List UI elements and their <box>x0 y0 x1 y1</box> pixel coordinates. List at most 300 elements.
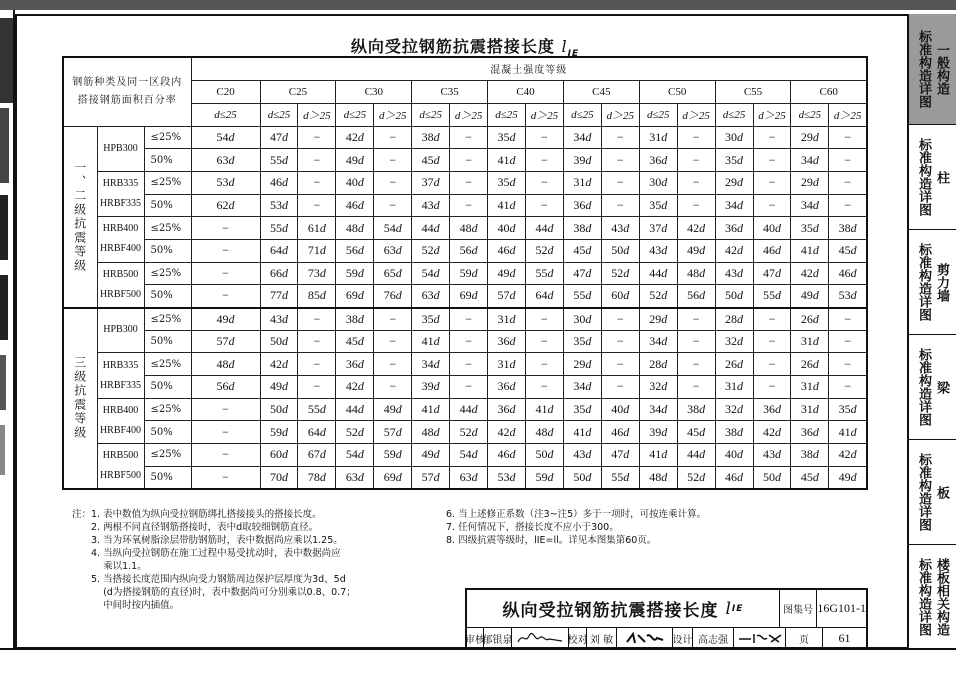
sidebar-tab-label: 楼板相关构造 <box>934 557 949 636</box>
title-symbol: l <box>561 37 568 56</box>
lap-length-cell: 36d <box>563 194 601 217</box>
steel-type: HRB335 HRBF335 <box>97 353 144 398</box>
lap-length-cell: 52d <box>677 466 715 489</box>
lap-length-cell: 59d <box>450 262 488 285</box>
diameter-header: d＞25 <box>374 103 412 126</box>
lap-length-cell: 49d <box>191 308 260 331</box>
lap-length-cell: 56d <box>450 239 488 262</box>
lap-length-cell: − <box>374 376 412 399</box>
lap-length-cell: − <box>829 171 867 194</box>
lap-length-cell: 30d <box>563 308 601 331</box>
lap-length-cell: − <box>374 330 412 353</box>
lap-length-cell: 28d <box>639 353 677 376</box>
lap-length-cell: − <box>298 194 336 217</box>
diameter-header: d≤25 <box>639 103 677 126</box>
lap-length-cell: 64d <box>525 285 563 308</box>
area-percentage: 50% <box>144 194 191 217</box>
note-line: 7. 任何情况下，搭接长度不应小于300。 <box>446 522 619 533</box>
area-percentage: ≤25% <box>144 398 191 421</box>
lap-length-cell: − <box>829 353 867 376</box>
lap-length-cell: − <box>677 149 715 172</box>
lap-length-cell: 35d <box>488 171 526 194</box>
atlas-number: 16G101-1 <box>817 601 866 615</box>
lap-length-cell: 46d <box>753 239 791 262</box>
note-line: 8. 四级抗震等级时，lIE=ll。详见本图集第60页。 <box>446 535 657 546</box>
lap-length-cell: 69d <box>374 466 412 489</box>
lap-length-cell: 63d <box>336 466 374 489</box>
lap-length-cell: − <box>601 126 639 149</box>
sidebar-tab-category: 标准构造详图 <box>916 557 931 636</box>
corner-label-1: 钢筋种类及同一区段内 <box>72 76 183 88</box>
lap-length-cell: 65d <box>374 262 412 285</box>
lap-length-cell: 39d <box>412 376 450 399</box>
designer-name: 高志强 <box>693 628 734 648</box>
lap-length-cell: − <box>829 126 867 149</box>
lap-length-cell: 34d <box>791 194 829 217</box>
lap-length-cell: − <box>753 308 791 331</box>
sidebar-tab-3[interactable] <box>909 335 956 440</box>
lap-length-cell: 63d <box>191 149 260 172</box>
lap-length-cell: 56d <box>677 285 715 308</box>
lap-length-cell: 85d <box>298 285 336 308</box>
grade-header: C55 <box>715 80 791 103</box>
grade-header: C60 <box>791 80 867 103</box>
lap-length-cell: 31d <box>791 376 829 399</box>
lap-length-cell: 55d <box>260 149 298 172</box>
lap-length-cell: 54d <box>450 444 488 467</box>
lap-length-cell: 46d <box>829 262 867 285</box>
note-line: 6. 当上述修正系数（注3~注5）多于一项时，可按连乘计算。 <box>446 509 707 520</box>
area-percentage: ≤25% <box>144 308 191 331</box>
lap-length-cell: 47d <box>601 444 639 467</box>
title-block-title-text: 纵向受拉钢筋抗震搭接长度 <box>502 601 719 621</box>
steel-type: HPB300 <box>97 126 144 171</box>
lap-length-cell: 31d <box>488 353 526 376</box>
lap-length-cell: 43d <box>412 194 450 217</box>
lap-length-cell: − <box>191 262 260 285</box>
lap-length-cell: 54d <box>191 126 260 149</box>
diameter-header: d≤25 <box>260 103 298 126</box>
lap-length-cell: 42d <box>336 376 374 399</box>
lap-length-cell: 47d <box>563 262 601 285</box>
lap-length-cell: − <box>601 194 639 217</box>
lap-length-cell: 29d <box>791 171 829 194</box>
lap-length-cell: 55d <box>563 285 601 308</box>
lap-length-cell: 29d <box>639 308 677 331</box>
lap-length-cell: 34d <box>563 376 601 399</box>
note-line: (d为搭接钢筋的直径)时，表中数据尚可分别乘以0.8、0.7； <box>91 587 356 598</box>
lap-length-cell: − <box>191 421 260 444</box>
lap-length-cell: 50d <box>601 239 639 262</box>
corner-label-2: 搭接钢筋面积百分率 <box>77 94 177 106</box>
steel-type: HRB335 HRBF335 <box>97 171 144 216</box>
lap-length-cell: − <box>525 308 563 331</box>
lap-length-cell: 34d <box>563 126 601 149</box>
lap-length-cell: 64d <box>298 421 336 444</box>
lap-length-cell: 30d <box>715 126 753 149</box>
sidebar-tab-label: 板 <box>934 485 949 499</box>
lap-length-cell: 47d <box>260 126 298 149</box>
table-row <box>63 421 867 444</box>
lap-length-cell: − <box>677 126 715 149</box>
lap-length-cell: 44d <box>677 444 715 467</box>
lap-length-cell: − <box>829 330 867 353</box>
lap-length-cell: 69d <box>450 285 488 308</box>
sidebar-tab-0[interactable] <box>909 14 956 125</box>
table-row <box>63 444 867 467</box>
diameter-header: d≤25 <box>412 103 450 126</box>
lap-length-cell: 41d <box>488 149 526 172</box>
lap-length-cell: 48d <box>525 421 563 444</box>
lap-length-cell: − <box>298 376 336 399</box>
lap-length-cell: 60d <box>260 444 298 467</box>
seismic-grade-label: 三级抗震等级 <box>63 308 97 490</box>
lap-length-cell: 59d <box>525 466 563 489</box>
header-row <box>63 57 867 80</box>
lap-length-cell: 52d <box>601 262 639 285</box>
area-percentage: 50% <box>144 285 191 308</box>
lap-length-cell: − <box>525 149 563 172</box>
diameter-header: d＞25 <box>298 103 336 126</box>
lap-length-cell: − <box>601 171 639 194</box>
lap-length-cell: 52d <box>639 285 677 308</box>
lap-length-cell: − <box>525 376 563 399</box>
lap-length-cell: − <box>829 308 867 331</box>
lap-length-cell: − <box>191 239 260 262</box>
lap-length-cell: 31d <box>791 330 829 353</box>
lap-length-cell: 52d <box>412 239 450 262</box>
grade-header: C20 <box>191 80 260 103</box>
sidebar-tab-5[interactable] <box>909 545 956 649</box>
lap-length-cell: 45d <box>412 149 450 172</box>
lap-length-cell: 35d <box>791 217 829 240</box>
grade-header: C25 <box>260 80 336 103</box>
lap-length-cell: 42d <box>791 262 829 285</box>
reviewer-name: 郁银泉 <box>484 628 512 648</box>
lap-length-cell: 44d <box>525 217 563 240</box>
diameter-header: d≤25 <box>563 103 601 126</box>
lap-length-cell: 77d <box>260 285 298 308</box>
lap-length-cell: 42d <box>753 421 791 444</box>
lap-length-cell: 36d <box>488 330 526 353</box>
lap-length-cell: 29d <box>791 126 829 149</box>
lap-length-cell: − <box>450 353 488 376</box>
lap-length-cell: 35d <box>829 398 867 421</box>
lap-length-cell: 41d <box>829 421 867 444</box>
lap-length-cell: 43d <box>639 239 677 262</box>
lap-length-cell: 40d <box>336 171 374 194</box>
note-line: 4. 当纵向受拉钢筋在施工过程中易受扰动时，表中数据尚应 <box>91 548 341 559</box>
lap-length-cell: − <box>191 466 260 489</box>
lap-length-cell: − <box>525 126 563 149</box>
lap-length-cell: 62d <box>191 194 260 217</box>
area-percentage: 50% <box>144 149 191 172</box>
lap-length-cell: 44d <box>412 217 450 240</box>
lap-length-cell: − <box>374 149 412 172</box>
sidebar-tab-1[interactable] <box>909 125 956 230</box>
lap-length-cell: 32d <box>639 376 677 399</box>
lap-length-table <box>62 56 868 490</box>
review-label: 审核 <box>467 628 484 648</box>
lap-length-cell: 34d <box>639 330 677 353</box>
seismic-grade-label: 一、二级抗震等级 <box>63 126 97 308</box>
lap-length-cell: 35d <box>715 149 753 172</box>
atlas-label: 图集号 <box>780 590 817 627</box>
lap-length-cell: 45d <box>563 239 601 262</box>
lap-length-cell: − <box>677 194 715 217</box>
lap-length-cell: 67d <box>298 444 336 467</box>
lap-length-cell: 48d <box>412 421 450 444</box>
checker-name: 刘 敏 <box>587 628 617 648</box>
area-percentage: 50% <box>144 376 191 399</box>
table-row <box>63 330 867 353</box>
diameter-header: d＞25 <box>525 103 563 126</box>
grade-header: C50 <box>639 80 715 103</box>
steel-type: HRB500 HRBF500 <box>97 444 144 489</box>
lap-length-cell: 50d <box>525 444 563 467</box>
lap-length-cell: 50d <box>715 285 753 308</box>
lap-length-cell: − <box>374 194 412 217</box>
lap-length-cell: − <box>753 330 791 353</box>
lap-length-cell: 46d <box>488 444 526 467</box>
lap-length-cell: 31d <box>639 126 677 149</box>
lap-length-cell: 43d <box>715 262 753 285</box>
lap-length-cell: − <box>450 171 488 194</box>
table-row <box>63 376 867 399</box>
lap-length-cell: − <box>450 194 488 217</box>
lap-length-cell: − <box>298 353 336 376</box>
area-percentage: 50% <box>144 239 191 262</box>
lap-length-cell: 36d <box>639 149 677 172</box>
lap-length-cell: 35d <box>412 308 450 331</box>
lap-length-cell: 57d <box>488 285 526 308</box>
diameter-header: d＞25 <box>601 103 639 126</box>
checker-signature <box>617 628 673 648</box>
area-percentage: 50% <box>144 466 191 489</box>
lap-length-cell: 36d <box>753 398 791 421</box>
lap-length-cell: − <box>829 194 867 217</box>
lap-length-cell: − <box>298 149 336 172</box>
lap-length-cell: 36d <box>488 398 526 421</box>
lap-length-cell: 32d <box>715 330 753 353</box>
title-block-symbol: l <box>725 598 732 619</box>
check-label: 校对 <box>569 628 587 648</box>
lap-length-cell: − <box>374 308 412 331</box>
lap-length-cell: 64d <box>260 239 298 262</box>
lap-length-cell: 45d <box>829 239 867 262</box>
lap-length-cell: 43d <box>563 444 601 467</box>
lap-length-cell: 49d <box>374 398 412 421</box>
grade-header: C35 <box>412 80 488 103</box>
lap-length-cell: 38d <box>412 126 450 149</box>
lap-length-cell: 48d <box>677 262 715 285</box>
lap-length-cell: 57d <box>412 466 450 489</box>
lap-length-cell: − <box>753 149 791 172</box>
sidebar-tab-label: 剪力墙 <box>934 262 949 302</box>
lap-length-cell: 38d <box>563 217 601 240</box>
area-percentage: ≤25% <box>144 217 191 240</box>
lap-length-cell: 40d <box>753 217 791 240</box>
lap-length-cell: 34d <box>715 194 753 217</box>
lap-length-cell: − <box>298 308 336 331</box>
notes-prefix: 注： <box>72 509 92 520</box>
table-row <box>63 171 867 194</box>
lap-length-cell: 59d <box>260 421 298 444</box>
table-row <box>63 194 867 217</box>
lap-length-cell: − <box>374 353 412 376</box>
lap-length-cell: 59d <box>374 444 412 467</box>
lap-length-cell: 35d <box>563 398 601 421</box>
lap-length-cell: 26d <box>791 353 829 376</box>
lap-length-cell: 49d <box>791 285 829 308</box>
lap-length-cell: 36d <box>791 421 829 444</box>
sidebar-tab-label: 一般构造 <box>934 43 949 95</box>
table-row <box>63 262 867 285</box>
bottom-border <box>0 648 956 650</box>
lap-length-cell: 61d <box>298 217 336 240</box>
grade-header: C30 <box>336 80 412 103</box>
lap-length-cell: 41d <box>488 194 526 217</box>
sidebar-tab-category: 标准构造详图 <box>916 453 931 531</box>
concrete-grade-header: 混凝土强度等级 <box>191 57 867 80</box>
lap-length-cell: 35d <box>639 194 677 217</box>
table-row <box>63 126 867 149</box>
grade-header: C40 <box>488 80 564 103</box>
lap-length-cell: 30d <box>639 171 677 194</box>
title-block-subscript: IE <box>731 603 744 614</box>
lap-length-cell: 29d <box>715 171 753 194</box>
lap-length-cell: 49d <box>260 376 298 399</box>
lap-length-cell: 31d <box>488 308 526 331</box>
lap-length-cell: 35d <box>488 126 526 149</box>
lap-length-cell: 54d <box>374 217 412 240</box>
lap-length-cell: 54d <box>412 262 450 285</box>
lap-length-cell: − <box>601 376 639 399</box>
lap-length-cell: − <box>374 171 412 194</box>
lap-length-cell: 41d <box>525 398 563 421</box>
lap-length-cell: 42d <box>488 421 526 444</box>
lap-length-cell: − <box>753 376 791 399</box>
lap-length-cell: 38d <box>829 217 867 240</box>
lap-length-cell: − <box>191 285 260 308</box>
top-bar <box>0 0 956 10</box>
lap-length-cell: 37d <box>412 171 450 194</box>
area-percentage: 50% <box>144 421 191 444</box>
lap-length-cell: 38d <box>677 398 715 421</box>
lap-length-cell: 38d <box>715 421 753 444</box>
lap-length-cell: 46d <box>715 466 753 489</box>
lap-length-cell: 26d <box>715 353 753 376</box>
lap-length-cell: − <box>450 308 488 331</box>
lap-length-cell: − <box>677 308 715 331</box>
lap-length-cell: 55d <box>525 262 563 285</box>
diameter-header: d＞25 <box>753 103 791 126</box>
lap-length-cell: 73d <box>298 262 336 285</box>
table-row <box>63 353 867 376</box>
lap-length-cell: 60d <box>601 285 639 308</box>
lap-length-cell: 66d <box>260 262 298 285</box>
area-percentage: ≤25% <box>144 353 191 376</box>
lap-length-cell: 36d <box>715 217 753 240</box>
lap-length-cell: 38d <box>791 444 829 467</box>
lap-length-cell: 28d <box>715 308 753 331</box>
area-percentage: ≤25% <box>144 444 191 467</box>
lap-length-cell: 63d <box>412 285 450 308</box>
lap-length-cell: 45d <box>336 330 374 353</box>
lap-length-cell: 38d <box>336 308 374 331</box>
sidebar-tab-4[interactable] <box>909 440 956 545</box>
sidebar-tab-2[interactable] <box>909 230 956 335</box>
diameter-header: d≤25 <box>715 103 753 126</box>
lap-length-cell: 71d <box>298 239 336 262</box>
lap-length-cell: 47d <box>753 262 791 285</box>
page-label: 页 <box>786 628 823 648</box>
left-edge-tabs <box>0 10 15 648</box>
lap-length-cell: 41d <box>412 398 450 421</box>
lap-length-cell: 59d <box>336 262 374 285</box>
diameter-header: d≤25 <box>191 103 260 126</box>
lap-length-cell: − <box>601 353 639 376</box>
lap-length-cell: − <box>753 353 791 376</box>
lap-length-cell: − <box>753 171 791 194</box>
lap-length-cell: 31d <box>715 376 753 399</box>
lap-length-cell: 45d <box>677 421 715 444</box>
note-line: 3. 当为环氧树脂涂层带肋钢筋时，表中数据尚应乘以1.25。 <box>91 535 343 546</box>
lap-length-cell: 41d <box>639 444 677 467</box>
title-text: 纵向受拉钢筋抗震搭接长度 <box>350 37 555 56</box>
sidebar-tab-category: 标准构造详图 <box>916 348 931 426</box>
lap-length-cell: 49d <box>336 149 374 172</box>
notes-right <box>446 508 706 547</box>
lap-length-cell: 53d <box>829 285 867 308</box>
lap-length-cell: 52d <box>336 421 374 444</box>
lap-length-cell: 53d <box>260 194 298 217</box>
lap-length-cell: 40d <box>601 398 639 421</box>
lap-length-cell: 39d <box>563 149 601 172</box>
steel-type: HPB300 <box>97 308 144 353</box>
lap-length-cell: 40d <box>715 444 753 467</box>
area-percentage: ≤25% <box>144 171 191 194</box>
lap-length-cell: 56d <box>336 239 374 262</box>
table-row <box>63 466 867 489</box>
lap-length-cell: − <box>525 194 563 217</box>
sidebar-tab-category: 标准构造详图 <box>916 138 931 216</box>
lap-length-cell: 49d <box>829 466 867 489</box>
lap-length-cell: − <box>374 126 412 149</box>
lap-length-cell: − <box>677 171 715 194</box>
lap-length-cell: − <box>191 217 260 240</box>
lap-length-cell: 31d <box>791 398 829 421</box>
lap-length-cell: 32d <box>715 398 753 421</box>
designer-signature <box>734 628 786 648</box>
lap-length-cell: 36d <box>488 376 526 399</box>
lap-length-cell: 46d <box>260 171 298 194</box>
lap-length-cell: 40d <box>488 217 526 240</box>
area-percentage: ≤25% <box>144 126 191 149</box>
lap-length-cell: 52d <box>450 421 488 444</box>
lap-length-cell: 42d <box>260 353 298 376</box>
lap-length-cell: 78d <box>298 466 336 489</box>
table-row <box>63 398 867 421</box>
lap-length-cell: − <box>677 330 715 353</box>
lap-length-cell: 43d <box>601 217 639 240</box>
lap-length-cell: 41d <box>563 421 601 444</box>
steel-type: HRB500 HRBF500 <box>97 262 144 307</box>
lap-length-cell: 36d <box>336 353 374 376</box>
sidebar-tab-category: 标准构造详图 <box>916 30 931 108</box>
diameter-header: d＞25 <box>829 103 867 126</box>
lap-length-cell: − <box>298 330 336 353</box>
